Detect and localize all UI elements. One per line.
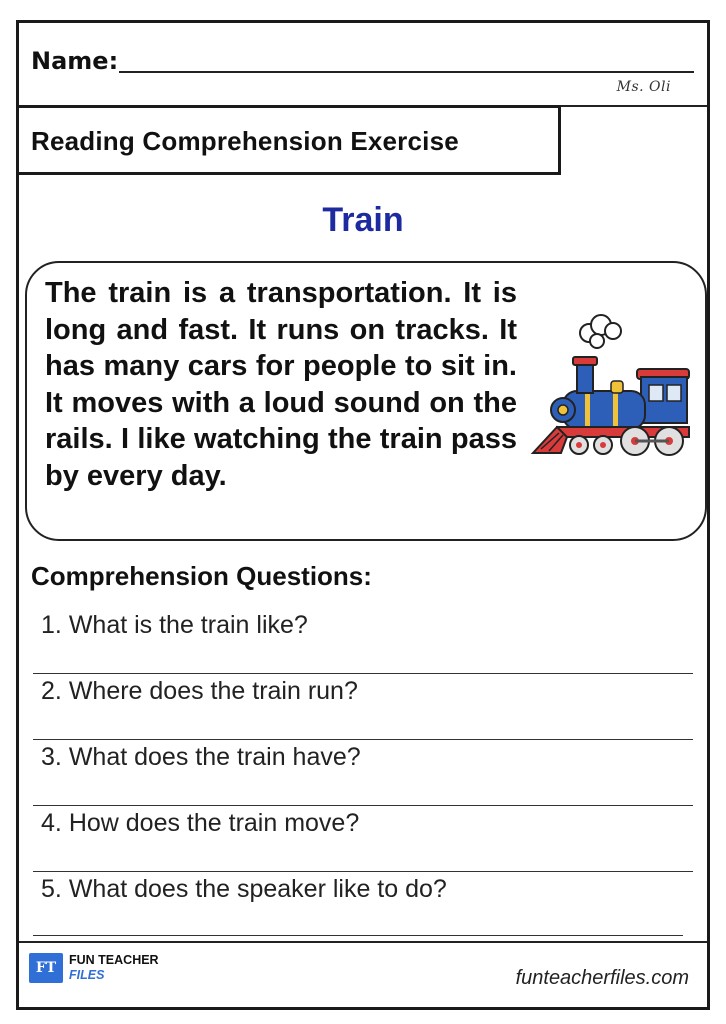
logo-badge: FT (29, 953, 63, 983)
question-text: How does the train move? (68, 809, 360, 837)
worksheet (16, 20, 710, 1010)
question-2 (41, 677, 358, 706)
questions-heading: Comprehension Questions: (31, 561, 372, 591)
question-1 (41, 611, 308, 640)
answer-line-1[interactable] (33, 673, 693, 674)
answer-line-3[interactable] (33, 805, 693, 806)
exercise-title: Reading Comprehension Exercise (31, 126, 459, 156)
logo-line-1: FUN TEACHER (69, 953, 159, 967)
story-box (25, 261, 707, 541)
exercise-title-box (19, 105, 561, 175)
answer-line-4[interactable] (33, 871, 693, 872)
question-text: What is the train like? (68, 611, 308, 639)
train-icon (527, 311, 697, 471)
brand-logo (29, 953, 159, 983)
question-text: What does the train have? (68, 743, 361, 771)
logo-line-2: FILES (69, 968, 105, 982)
question-text: Where does the train run? (68, 677, 358, 705)
question-number: 2. (41, 677, 62, 705)
question-4 (41, 809, 359, 838)
question-number: 1. (41, 611, 62, 639)
question-number: 3. (41, 743, 62, 771)
story-text: The train is a transportation. It is long and fast. It runs on tracks. It has many cars for people to sit in. It moves with a loud sound on the rails. I like watching the train pass by every day. (45, 277, 517, 492)
footer-divider (19, 941, 707, 943)
author-signature: Ms. Oli (616, 79, 671, 95)
website-link[interactable]: funteacherfiles.com (515, 967, 689, 989)
answer-line-5[interactable] (33, 935, 683, 936)
name-label: Name: (31, 47, 119, 75)
question-number: 5. (41, 875, 62, 903)
question-5 (41, 875, 447, 904)
question-3 (41, 743, 361, 772)
story-title: Train (322, 201, 404, 239)
question-number: 4. (41, 809, 62, 837)
logo-text (69, 953, 159, 983)
answer-line-2[interactable] (33, 739, 693, 740)
name-line[interactable] (119, 71, 694, 73)
question-text: What does the speaker like to do? (68, 875, 447, 903)
